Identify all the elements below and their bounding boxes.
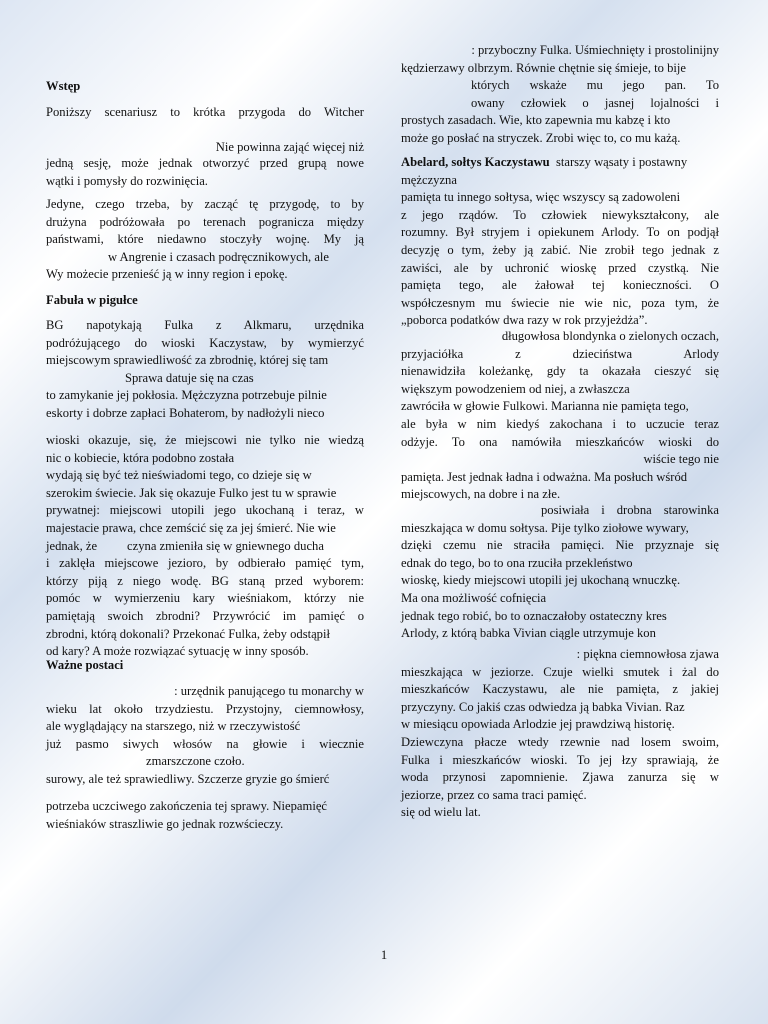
text-line: pomóc w wymierzeniu kary wieśniakom, którzy nie [46, 591, 364, 606]
text-line [401, 154, 719, 172]
text-line: przyjaciółka z dzieciństwa Arlody [401, 346, 719, 361]
text-line: Sprawa datuje się na czas [125, 370, 254, 385]
paragraph-fulko-2 [46, 798, 364, 833]
paragraph-marianna [401, 328, 719, 504]
text-line: potrzeba uczciwego zakończenia tej sprawy. Niepamięć [46, 799, 327, 813]
paragraph-vivian [401, 502, 719, 643]
paragraph-abelard [401, 154, 719, 330]
text-line: i zaklęła miejscowe jezioro, by odbierało pamięć tym, [46, 556, 364, 571]
text-line: eskorty i dobrze zapłaci Bohaterom, by nadłożyli nieco [46, 405, 325, 420]
text-line: ale wyglądający na starszego, niż w rzeczywistość [46, 719, 301, 734]
text-line: prywatnej: miejscowi utopili jego ukochaną i teraz, w [46, 503, 364, 518]
text-line: odżyje. To ona namówiła mieszkańców wioski do [401, 434, 719, 449]
paragraph-arloda [401, 646, 719, 822]
text-line: ale była w nim kiedyś zakochana i to uczucie teraz [401, 416, 719, 431]
text-line: pamięta tego, ale żałował tej konieczności. O [401, 278, 719, 293]
text-line: majestacie prawa, chce zemścić się za jej śmierć. Nie wie [46, 520, 336, 535]
paragraph-intro-cont [46, 155, 364, 190]
text-line: którzy piją z niego wodę. BG staną przed wyborem: [46, 573, 364, 588]
text-line: w miesiącu opowiada Arlodzie jej prawdziwą historię. [401, 717, 675, 732]
text-line: wątki i pomysły do rozwinięcia. [46, 173, 208, 188]
text-line: zmarszczone czoło. [146, 754, 245, 769]
text-line: rozumny. Był stryjem i opiekunem Arlody. To on podjął [401, 225, 719, 240]
text-line: wiście tego nie [643, 452, 719, 467]
text-fragment: jednak, że [46, 538, 98, 553]
text-line: pamięta tu innego sołtysa, więc wszyscy są zadowoleni [401, 190, 681, 205]
text-line: wioskę, kiedy miejscowi utopili jej ukochaną wnuczkę. [401, 573, 681, 588]
text-line: Nie powinna zająć więcej niż [215, 140, 364, 154]
text-line: Ma ona możliwość cofnięcia [401, 590, 547, 605]
text-line: prostych zasadach. Wie, kto zapewnia mu kabzę i kto [401, 113, 671, 128]
text-line: szerokim świecie. Jak się okazuje Fulko jest tu w sprawie [46, 485, 337, 500]
paragraph-intro: Poniższy scenariusz to krótka przygoda do Witcher [46, 105, 364, 119]
text-line: państwami, które niedawno stoczyły wojnę. My ją [46, 232, 364, 247]
text-line: Arlody, z którą babka Vivian ciągle utrzymuje kon [401, 626, 656, 641]
text-line: owany człowiek o jasnej lojalności i [471, 95, 719, 110]
text-line: Wy możecie przenieść ją w inny region i epokę. [46, 267, 288, 282]
text-line: wieku lat około trzydziestu. Przystojny, ciemnowłosy, [46, 701, 364, 716]
text-line: zawiści, ale by uchronić wioskę przed czystką. Nie [401, 260, 719, 275]
text-line: wioski okazuje, się, że miejscowi nie tylko nie wiedzą [46, 433, 364, 447]
text-line: zawróciła w głowie Fulkowi. Marianna nie pamięta tego, [401, 399, 689, 414]
text-line: mieszkająca w domu sołtysa. Pije tylko ziołowe wywary, [401, 520, 689, 535]
text-line: jedną sesję, może jednak otworzyć przed grupą nowe [46, 156, 364, 170]
text-line: może go posłać na stryczek. Zrobi więc to, co mu każą. [401, 130, 681, 145]
text-line: : urzędnik panującego tu monarchy w [174, 684, 364, 698]
text-line: miejscowym sprawiedliwość za zbrodnię, której się tam [46, 353, 329, 368]
text-line: nic o kobiecie, która podobno została [46, 450, 235, 465]
text-line: pamięta. Jest jednak ładna i odważna. Ma posłuch wśród [401, 469, 688, 484]
heading-fabula: Fabuła w pigułce [46, 293, 138, 307]
text-line: : piękna ciemnowłosa zjawa [576, 647, 719, 661]
text-line: przyczyny. Co jakiś czas odwiedza ją babka Vivian. Raz [401, 699, 685, 714]
text-line: Dziewczyna płacze wtedy rzewnie nad losem swoim, [401, 734, 719, 749]
text-line: drużyna podróżowała po terenach pogranicza między [46, 214, 364, 229]
text-line [46, 538, 364, 556]
text-line: zbrodni, którą dokonali? Przekonać Fulka, żeby odstąpił [46, 626, 330, 641]
text-line: wieśniaków straszliwie go jednak rozwścieczy. [46, 816, 284, 831]
paragraph-intro-line [46, 139, 364, 157]
text-line: jeziorze, przez co sama traci pamięć. [401, 787, 587, 802]
text-line: już pasmo siwych włosów na głowie i wiecznie [46, 736, 364, 751]
text-line: w Angrenie i czasach podręcznikowych, ale [108, 249, 329, 264]
text-line: decyzję o tym, żeby ją zabić. Nie zrobił tego jednak z [401, 242, 719, 257]
text-line: mężczyzna [401, 172, 457, 187]
text-line: pamiętają swoich zbrodni? Przywrócić im pamięć o [46, 608, 364, 623]
text-line: jednak tego robić, bo to oznaczałoby ostateczny kres [401, 608, 667, 623]
text-line: surowy, ale też sprawiedliwy. Szczerze gryzie go śmierć [46, 771, 330, 786]
text-line: Jedyne, czego trzeba, by zacząć tę przygodę, to by [46, 197, 364, 211]
text-line: dzięki czemu nie straciła pamięci. Nie przyznaje się [401, 538, 719, 553]
text-fragment: starszy wąsaty i postawny [555, 155, 688, 169]
heading-postaci: Ważne postaci [46, 658, 124, 672]
paragraph-bodo [401, 42, 719, 148]
text-line: których wskaże mu jego pan. To [471, 78, 719, 93]
abelard-name: Abelard, sołtys Kaczystawu [401, 155, 550, 169]
text-line: posiwiała i drobna starowinka [541, 503, 719, 517]
text-line: BG napotykają Fulka z Alkmaru, urzędnika [46, 318, 364, 332]
text-line: mieszkająca w jeziorze. Czuje wielki smutek i żal do [401, 664, 719, 679]
paragraph-plot [46, 317, 364, 423]
text-line: wydają się być też nieświadomi tego, co dzieje się w [46, 468, 312, 483]
text-line: „poborca podatków dwa razy w rok przyjeżdża”. [401, 313, 648, 328]
text-line: mieszkańców Kaczystawu, ale nie pamięta, z jakiej [401, 682, 719, 697]
text-line: nienawidziła koleżankę, gdy ta okazała cieszyć się [401, 364, 719, 379]
text-line: Fulka i mieszkańców wioski. To jej łzy sprawiają, że [401, 752, 719, 767]
text-line: woda przynosi zapomnienie. Zjawa zanurza się w [401, 770, 719, 785]
paragraph-fulko [46, 683, 364, 789]
text-line: z jego rządów. To człowiek niewykształcony, ale [401, 207, 719, 222]
text-line: się od wielu lat. [401, 805, 481, 820]
text-line: : przyboczny Fulka. Uśmiechnięty i prostolinijny [471, 43, 719, 57]
text-line: długowłosa blondynka o zielonych oczach, [501, 329, 719, 343]
text-line: większym powodzeniem od niej, a zwłaszcza [401, 381, 630, 396]
text-fragment: czyna zmieniła się w gniewnego ducha [127, 538, 324, 553]
text-line: od kary? A może rozwiązać sytuację w inny sposób. [46, 644, 309, 659]
text-line: miejscowych, na dobre i na złe. [401, 487, 561, 502]
paragraph-requirements [46, 196, 364, 284]
text-line: współczesnym mu świecie nie wie nic, poza tym, że [401, 295, 719, 310]
text-line: podróżującego do wioski Kaczystaw, by wymierzyć [46, 335, 364, 350]
paragraph-plot-2 [46, 432, 364, 661]
text-line: to zamykanie jej pokłosia. Mężczyzna potrzebuje pilnie [46, 388, 327, 403]
text-line: kędzierzawy olbrzym. Równie chętnie się śmieje, to bije [401, 60, 687, 75]
text-line: ednak do tego, bo to ona rzuciła przekleństwo [401, 555, 633, 570]
heading-wstep: Wstęp [46, 79, 81, 93]
page-number: 1 [380, 948, 388, 962]
